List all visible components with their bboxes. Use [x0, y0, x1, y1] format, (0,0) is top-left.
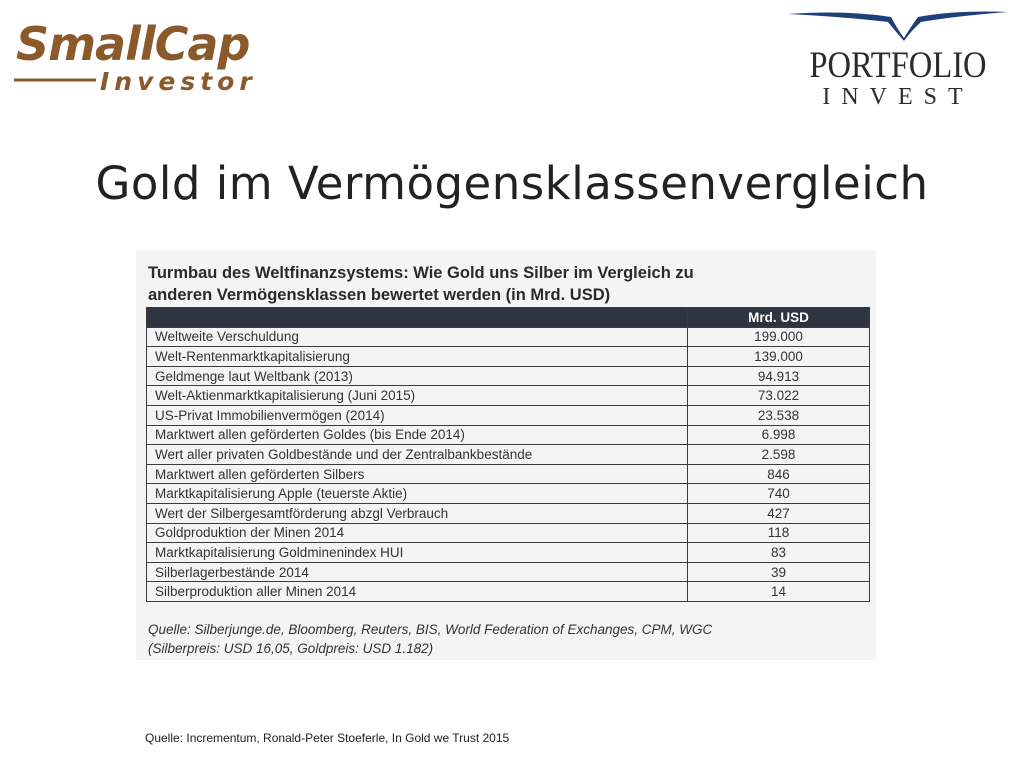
- row-value: 73.022: [688, 386, 870, 406]
- row-value: 427: [688, 503, 870, 523]
- table-row: [147, 366, 870, 386]
- row-label: Goldproduktion der Minen 2014: [147, 523, 688, 543]
- figure-source-line-2: (Silberpreis: USD 16,05, Goldpreis: USD 1.182): [148, 641, 434, 656]
- bird-swoosh-icon: [786, 8, 1010, 42]
- table-figure: [136, 250, 876, 660]
- logo-smallcap-text: SmallCap: [16, 17, 250, 71]
- row-label: Silberlagerbestände 2014: [147, 562, 688, 582]
- figure-caption-line-2: anderen Vermögensklassen bewertet werden (in Mrd. USD): [148, 286, 611, 304]
- row-value: 23.538: [688, 405, 870, 425]
- slide-source-note: Quelle: Incrementum, Ronald-Peter Stoeferle, In Gold we Trust 2015: [145, 731, 510, 745]
- row-label: Marktkapitalisierung Goldminenindex HUI: [147, 543, 688, 563]
- table-row: [147, 464, 870, 484]
- header-value-cell: Mrd. USD: [688, 308, 870, 328]
- table-row: [147, 562, 870, 582]
- table-row: [147, 347, 870, 367]
- row-value: 740: [688, 484, 870, 504]
- figure-caption: [148, 262, 868, 306]
- portfolio-invest-logo: [786, 8, 1010, 108]
- table-row: [147, 484, 870, 504]
- figure-caption-line-1: Turmbau des Weltfinanzsystems: Wie Gold uns Silber im Vergleich zu: [148, 264, 694, 282]
- row-label: Marktkapitalisierung Apple (teuerste Aktie): [147, 484, 688, 504]
- smallcap-investor-logo: [14, 10, 286, 96]
- figure-source-line-1: Quelle: Silberjunge.de, Bloomberg, Reuters, BIS, World Federation of Exchanges, CPM, WGC: [148, 622, 713, 637]
- row-value: 39: [688, 562, 870, 582]
- row-value: 118: [688, 523, 870, 543]
- invest-wordmark: INVEST: [822, 84, 974, 110]
- header-label-cell: [147, 308, 688, 328]
- figure-source: [148, 620, 868, 658]
- table-row: [147, 425, 870, 445]
- table-row: [147, 503, 870, 523]
- row-label: Welt-Aktienmarktkapitalisierung (Juni 2015): [147, 386, 688, 406]
- row-label: Silberproduktion aller Minen 2014: [147, 582, 688, 602]
- row-label: Geldmenge laut Weltbank (2013): [147, 366, 688, 386]
- table-header-row: [147, 308, 870, 328]
- row-value: 2.598: [688, 445, 870, 465]
- slide-title: Gold im Vermögensklassenvergleich: [95, 157, 929, 210]
- row-label: Wert aller privaten Goldbestände und der Zentralbankbestände: [147, 445, 688, 465]
- row-label: Weltweite Verschuldung: [147, 327, 688, 347]
- table-row: [147, 386, 870, 406]
- table-row: [147, 445, 870, 465]
- row-value: 6.998: [688, 425, 870, 445]
- table-row: [147, 523, 870, 543]
- valuation-table: [146, 307, 870, 602]
- row-value: 846: [688, 464, 870, 484]
- row-label: Welt-Rentenmarktkapitalisierung: [147, 347, 688, 367]
- row-value: 14: [688, 582, 870, 602]
- portfolio-wordmark: PORTFOLIO: [809, 45, 987, 86]
- row-value: 83: [688, 543, 870, 563]
- row-label: US-Privat Immobilienvermögen (2014): [147, 405, 688, 425]
- logo-investor-text: Investor: [100, 67, 257, 96]
- row-label: Marktwert allen geförderten Goldes (bis Ende 2014): [147, 425, 688, 445]
- table-row: [147, 405, 870, 425]
- row-value: 139.000: [688, 347, 870, 367]
- row-value: 94.913: [688, 366, 870, 386]
- row-label: Wert der Silbergesamtförderung abzgl Verbrauch: [147, 503, 688, 523]
- row-value: 199.000: [688, 327, 870, 347]
- row-label: Marktwert allen geförderten Silbers: [147, 464, 688, 484]
- table-row: [147, 327, 870, 347]
- table-row: [147, 582, 870, 602]
- table-row: [147, 543, 870, 563]
